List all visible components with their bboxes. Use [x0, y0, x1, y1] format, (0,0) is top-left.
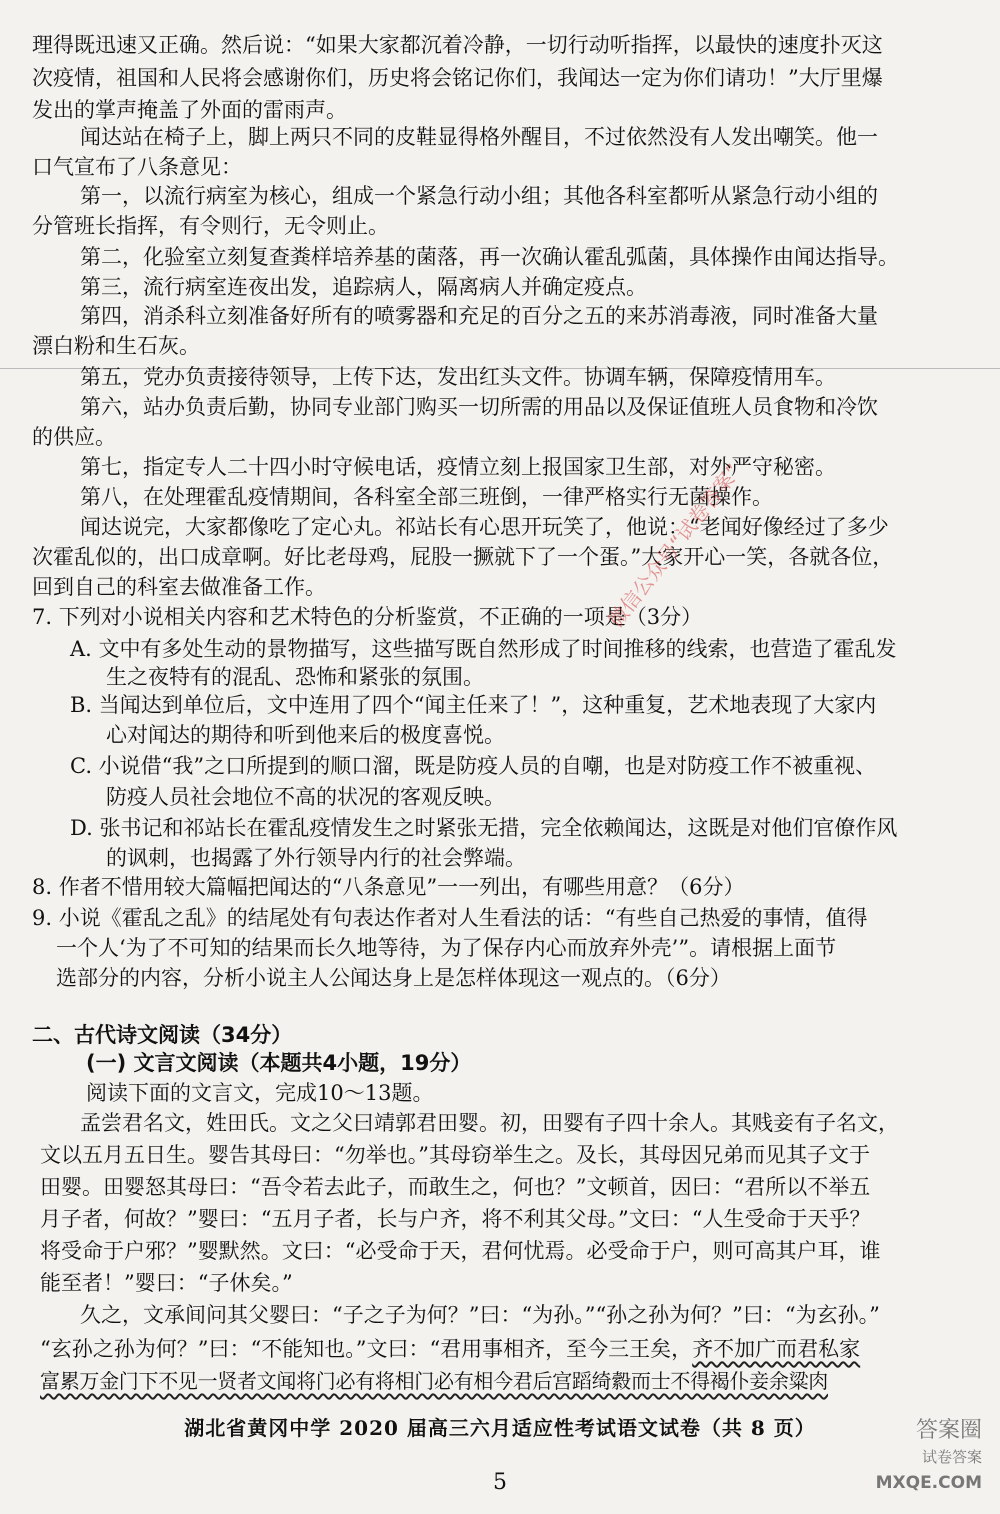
question-9-line-2: 一个人‘为了不可知的结果而长久地等待，为了保存内心而放弃外壳’”。请根据上面节 — [56, 936, 837, 960]
passage-line: 发出的掌声掩盖了外面的雷雨声。 — [32, 98, 347, 122]
passage-line: 第五，党办负责接待领导，上传下达，发出红头文件。协调车辆，保障疫情用车。 — [80, 365, 836, 389]
watermark-text: 微信公众号“试卷答案” — [603, 459, 746, 633]
classical-line: 孟尝君名文，姓田氏。文之父曰靖郭君田婴。初，田婴有子四十余人。其贱妾有子名文， — [80, 1111, 899, 1135]
passage-line: 第七，指定专人二十四小时守候电话，疫情立刻上报国家卫生部，对外严守秘密。 — [80, 455, 836, 479]
passage-line: 第三，流行病室连夜出发，追踪病人，隔离病人并确定疫点。 — [80, 275, 647, 299]
classical-line: 能至者！”婴曰：“子休矣。” — [40, 1271, 293, 1295]
passage-line: 第一，以流行病室为核心，组成一个紧急行动小组；其他各科室都听从紧急行动小组的 — [80, 184, 878, 208]
classical-line: 将受命于户邪？”婴默然。文曰：“必受命于天，君何忧焉。必受命于户，则可高其户耳，谁 — [40, 1239, 881, 1263]
passage-line: 第二，化验室立刻复查粪样培养基的菌落，再一次确认霍乱弧菌，具体操作由闻达指导。 — [80, 245, 899, 269]
passage-line: 漂白粉和生石灰。 — [32, 334, 200, 358]
passage-line: 的供应。 — [32, 425, 116, 449]
classical-line: 月子者，何故？”婴曰：“五月子者，长与户齐，将不利其父母。”文曰：“人生受命于天乎？ — [40, 1207, 871, 1231]
passage-line: 第六，站办负责后勤，协同专业部门购买一切所需的用品以及保证值班人员食物和冷饮 — [80, 395, 878, 419]
passage-line: 次疫情，祖国和人民将会感谢你们，历史将会铭记你们，我闻达一定为你们请功！”大厅里爆 — [32, 66, 883, 90]
passage-line: 回到自己的科室去做准备工作。 — [32, 575, 326, 599]
passage-line: 理得既迅速又正确。然后说：“如果大家都沉着冷静，一切行动听指挥，以最快的速度扑灭这 — [32, 33, 883, 57]
underlined-sentence-part-2: 富累万金门下不见一贤者文闻将门必有将相门必有相今君后宫蹈绮縠而士不得褐仆妾余粱肉 — [40, 1369, 828, 1393]
question-8: 8. 作者不惜用较大篇幅把闻达的“八条意见”一一列出，有哪些用意？（6分） — [32, 875, 745, 899]
footer-exam-title: 湖北省黄冈中学 2020 届高三六月适应性考试语文试卷（共 8 页） — [184, 1416, 816, 1440]
passage-line: 次霍乱似的，出口成章啊。好比老母鸡，屁股一撅就下了一个蛋。”大家开心一笑，各就各位， — [32, 545, 894, 569]
classical-line: 田婴。田婴怒其母曰：“吾令若去此子，而敢生之，何也？”文顿首，因曰：“君所以不举五 — [40, 1175, 871, 1199]
passage-line: 第四，消杀科立刻准备好所有的喷雾器和充足的百分之五的来苏消毒液，同时准备大量 — [80, 304, 878, 328]
question-9-line-1: 9. 小说《霍乱之乱》的结尾处有句表达作者对人生看法的话：“有些自己热爱的事情，值得 — [32, 906, 868, 930]
underlined-sentence-part-1: 齐不加广而君私家 — [692, 1337, 861, 1361]
passage-line: 闻达站在椅子上，脚上两只不同的皮鞋显得格外醒目，不过依然没有人发出嘲笑。他一 — [80, 125, 878, 149]
section-2-subtitle: (一) 文言文阅读（本题共4小题，19分） — [86, 1051, 472, 1075]
classical-line: 文以五月五日生。婴告其母曰：“勿举也。”其母窃举生之。及长，其母因兄弟而见其子文于 — [40, 1143, 870, 1167]
passage-line: 闻达说完，大家都像吃了定心丸。祁站长有心思开玩笑了，他说：“老闻好像经过了多少 — [80, 515, 889, 539]
option-d-line-1: D. 张书记和祁站长在霍乱疫情发生之时紧张无措，完全依赖闻达，这既是对他们官僚作风 — [70, 816, 898, 840]
option-b-line-1: B. 当闻达到单位后，文中连用了四个“闻主任来了！”，这种重复，艺术地表现了大家内 — [70, 693, 877, 717]
passage-line: 第八，在处理霍乱疫情期间，各科室全部三班倒，一律严格实行无菌操作。 — [80, 485, 773, 509]
option-a-line-2: 生之夜特有的混乱、恐怖和紧张的氛围。 — [106, 665, 484, 689]
option-a-line-1: A. 文中有多处生动的景物描写，这些描写既自然形成了时间推移的线索，也营造了霍乱发 — [70, 637, 897, 661]
page-number: 5 — [493, 1470, 507, 1495]
logo-subtitle: 试卷答案 — [921, 1448, 982, 1466]
option-c-line-2: 防疫人员社会地位不高的状况的客观反映。 — [106, 785, 505, 809]
section-2-title: 二、古代诗文阅读（34分） — [32, 1023, 293, 1047]
classical-line-text: “玄孙之孙为何？”曰：“不能知也。”文曰：“君用事相齐，至今三王矣， — [40, 1337, 693, 1361]
logo-url: MXQE.COM — [875, 1473, 982, 1493]
site-logo — [876, 1418, 982, 1496]
section-2-instruction: 阅读下面的文言文，完成10～13题。 — [86, 1081, 434, 1105]
classical-line — [0, 1334, 1000, 1364]
passage-line: 口气宣布了八条意见： — [32, 155, 242, 179]
classical-line: 久之，文承间问其父婴曰：“子之子为何？”曰：“为孙。”“孙之孙为何？”曰：“为玄孙。” — [80, 1303, 880, 1327]
question-7-stem: 7. 下列对小说相关内容和艺术特色的分析鉴赏，不正确的一项是（3分） — [32, 605, 703, 629]
logo-title: 答案圈 — [915, 1418, 982, 1443]
classical-line — [0, 1366, 1000, 1396]
question-9-line-3: 选部分的内容，分析小说主人公闻达身上是怎样体现这一观点的。（6分） — [56, 966, 731, 990]
option-d-line-2: 的讽刺，也揭露了外行领导内行的社会弊端。 — [106, 846, 526, 870]
option-c-line-1: C. 小说借“我”之口所提到的顺口溜，既是防疫人员的自嘲，也是对防疫工作不被重视、 — [70, 754, 877, 778]
passage-line: 分管班长指挥，有令则行，无令则止。 — [32, 214, 389, 238]
option-b-line-2: 心对闻达的期待和听到他来后的极度喜悦。 — [106, 723, 505, 747]
